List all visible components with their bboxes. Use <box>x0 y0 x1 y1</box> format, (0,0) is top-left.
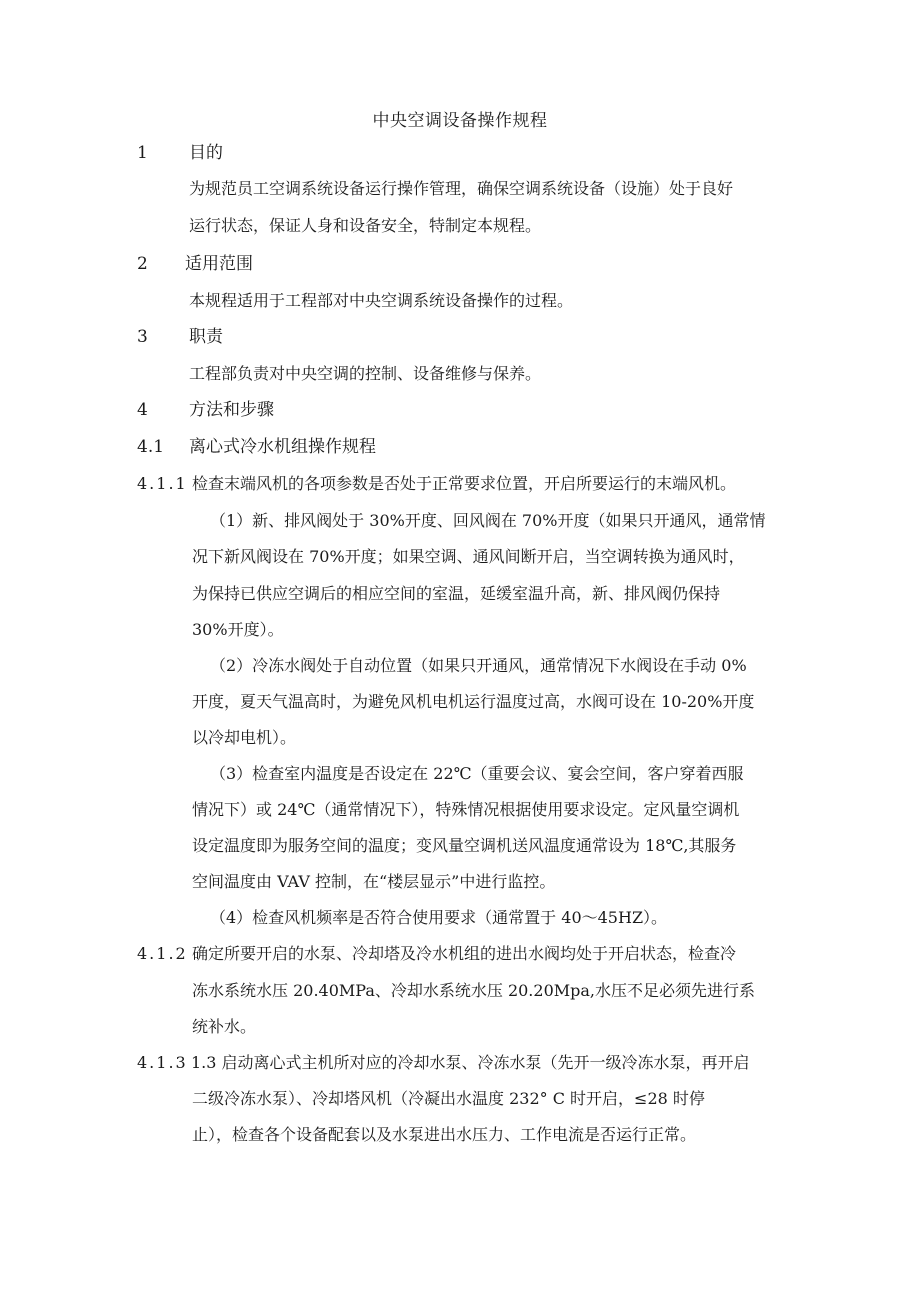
item-4-1-2-line: 冻水系统水压 20.40MPa、冷却水系统水压 20.20Mpa,水压不足必须先进行系 <box>192 981 756 1000</box>
paragraph-1-line: 30%开度）。 <box>192 620 284 639</box>
section-2-number: 2 <box>137 254 148 274</box>
paragraph-2-line: 以冷却电机）。 <box>192 728 297 747</box>
item-4-1-1-text: 检查末端风机的各项参数是否处于正常要求位置，开启所要运行的末端风机。 <box>192 474 737 493</box>
section-4-number: 4 <box>137 400 148 420</box>
section-3-line: 工程部负责对中央空调的控制、设备维修与保养。 <box>189 364 542 383</box>
paragraph-2-line: 开度，夏天气温高时，为避免风机电机运行温度过高，水阀可设在 10-20%开度 <box>192 692 755 711</box>
item-4-1-3-line: 1.3 启动离心式主机所对应的冷却水泵、冷冻水泵（先开一级冷冻水泵，再开启 <box>191 1053 750 1072</box>
paragraph-3-line: 情况下）或 24℃（通常情况下），特殊情况根据使用要求设定。定风量空调机 <box>192 800 740 819</box>
section-4-1-number: 4.1 <box>137 437 165 457</box>
item-4-1-3-number: 4.1.3 <box>137 1053 188 1072</box>
section-2-heading: 适用范围 <box>185 254 253 274</box>
item-4-1-3-line: 二级冷冻水泵）、冷却塔风机（冷凝出水温度 232° C 时开启，≤28 时停 <box>192 1089 705 1108</box>
section-1-number: 1 <box>137 143 148 163</box>
paragraph-4-line: （4）检查风机频率是否符合使用要求（通常置于 40～45HZ）。 <box>210 908 668 927</box>
item-4-1-2-number: 4.1.2 <box>137 944 188 963</box>
document-title: 中央空调设备操作规程 <box>372 111 548 131</box>
paragraph-1-line: 况下新风阀设在 70%开度；如果空调、通风间断开启，当空调转换为通风时， <box>192 547 745 566</box>
section-1-line: 运行状态，保证人身和设备安全，特制定本规程。 <box>189 216 542 235</box>
section-4-1-heading: 离心式冷水机组操作规程 <box>189 437 376 457</box>
section-3-number: 3 <box>137 327 148 347</box>
section-3-heading: 职责 <box>189 327 223 347</box>
paragraph-2-line: （2）冷冻水阀处于自动位置（如果只开通风，通常情况下水阀设在手动 0% <box>210 656 747 675</box>
item-4-1-2-line: 统补水。 <box>192 1017 257 1036</box>
paragraph-3-line: 空间温度由 VAV 控制，在“楼层显示”中进行监控。 <box>192 872 556 891</box>
paragraph-1-line: （1）新、排风阀处于 30%开度、回风阀在 70%开度（如果只开通风，通常情 <box>210 511 766 530</box>
paragraph-3-line: 设定温度即为服务空间的温度；变风量空调机送风温度通常设为 18℃,其服务 <box>192 836 737 855</box>
section-4-heading: 方法和步骤 <box>189 400 274 420</box>
paragraph-1-line: 为保持已供应空调后的相应空间的室温，延缓室温升高，新、排风阀仍保持 <box>192 584 721 603</box>
item-4-1-2-line: 确定所要开启的水泵、冷却塔及冷水机组的进出水阀均处于开启状态，检查冷 <box>192 944 737 963</box>
section-2-line: 本规程适用于工程部对中央空调系统设备操作的过程。 <box>189 291 574 310</box>
section-1-heading: 目的 <box>189 143 223 163</box>
section-1-line: 为规范员工空调系统设备运行操作管理，确保空调系统设备（设施）处于良好 <box>189 179 734 198</box>
paragraph-3-line: （3）检查室内温度是否设定在 22℃（重要会议、宴会空间，客户穿着西服 <box>210 764 744 783</box>
item-4-1-3-line: 止），检查各个设备配套以及水泵进出水压力、工作电流是否运行正常。 <box>192 1125 697 1144</box>
item-4-1-1-number: 4.1.1 <box>137 474 188 493</box>
